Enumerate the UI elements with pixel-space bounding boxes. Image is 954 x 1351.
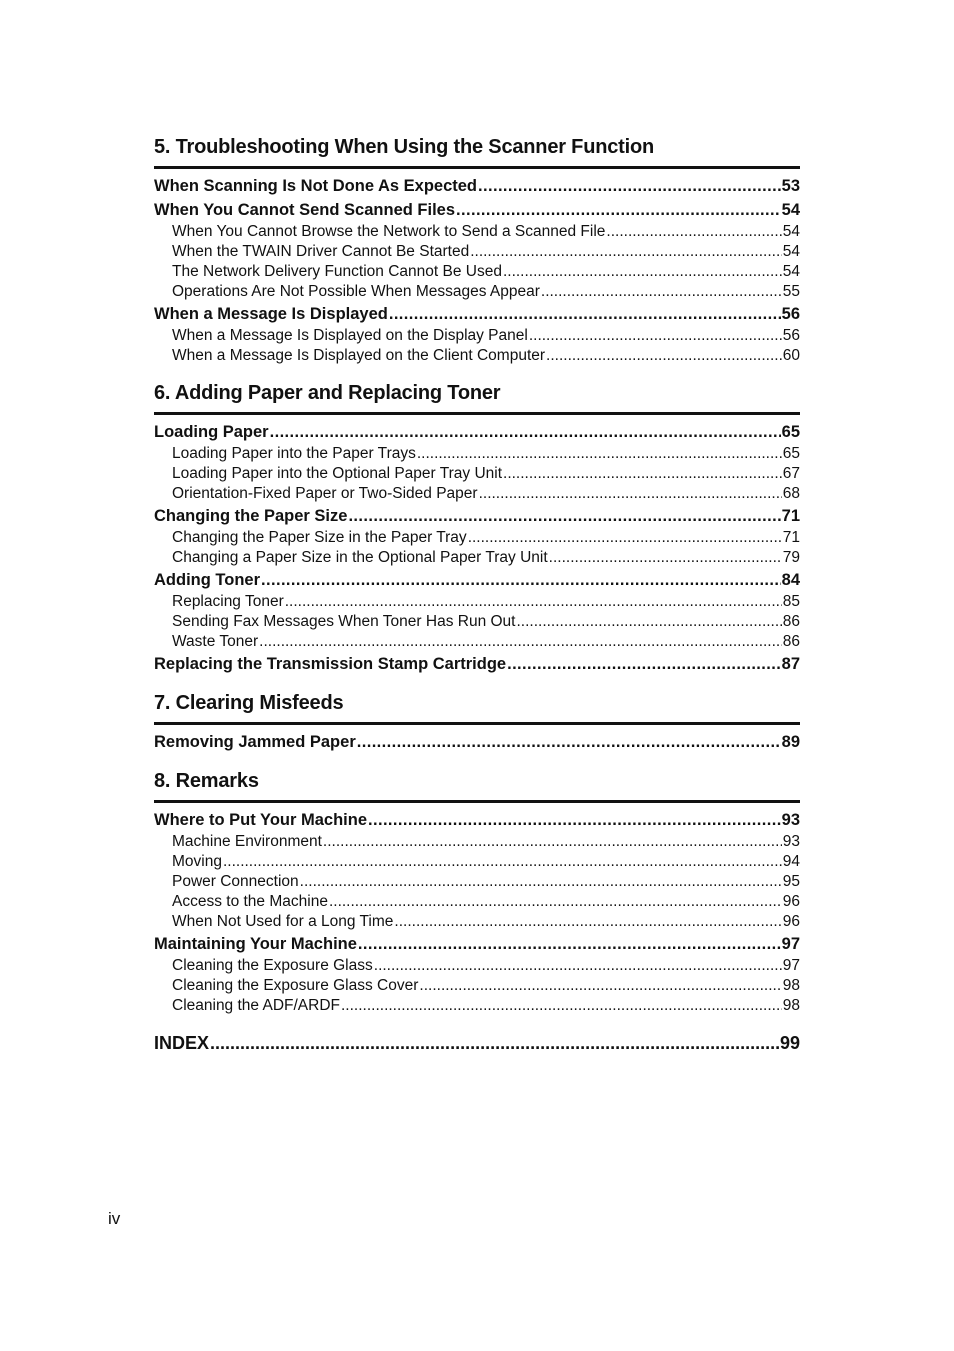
leader-dots [546,346,782,366]
leader-dots [606,222,781,242]
toc-entry-page: 65 [782,445,800,462]
leader-dots [341,996,782,1016]
toc-entry-page: 85 [782,593,800,610]
leader-dots [210,1030,779,1056]
section-gap [154,366,800,380]
toc-entry-main[interactable] [154,504,800,528]
toc-entry-main[interactable] [154,932,800,956]
toc-entry-page: 98 [782,997,800,1014]
leader-dots [270,420,781,444]
toc-entry-label: Cleaning the Exposure Glass [172,957,373,974]
toc-entry-sub[interactable] [154,976,800,996]
leader-dots [329,892,782,912]
toc-entry-page: 97 [782,957,800,974]
toc-entry-label: Moving [172,853,222,870]
toc-entry-page: 65 [781,423,800,441]
toc-entry-page: 97 [781,935,800,953]
toc-entry-page: 99 [779,1033,800,1053]
leader-dots [503,464,782,484]
leader-dots [368,808,781,832]
toc-entry-page: 96 [782,913,800,930]
toc-entry-page: 71 [781,507,800,525]
toc-entry-label: Machine Environment [172,833,322,850]
toc-entry-sub[interactable] [154,464,800,484]
toc-entry-sub[interactable] [154,326,800,346]
toc-entry-label: Orientation-Fixed Paper or Two-Sided Paper [172,485,478,502]
toc-entry-label: Loading Paper into the Optional Paper Tray Unit [172,465,503,482]
toc-entry-sub[interactable] [154,282,800,302]
toc-entry-label: Waste Toner [172,633,259,650]
toc-entry-sub[interactable] [154,444,800,464]
leader-dots [358,932,781,956]
leader-dots [470,242,782,262]
toc-entry-label: Changing the Paper Size in the Paper Tray [172,529,467,546]
toc-entry-label: Removing Jammed Paper [154,733,356,751]
leader-dots [468,528,782,548]
toc-section-7 [154,690,800,754]
toc-entry-label: Replacing the Transmission Stamp Cartridge [154,655,507,673]
section-entries [154,415,800,676]
toc-entry-label: The Network Delivery Function Cannot Be Used [172,263,502,280]
toc-entry-label: INDEX [154,1033,210,1053]
toc-entry-page: 86 [782,613,800,630]
toc-entry-sub[interactable] [154,832,800,852]
toc-entry-page: 60 [782,347,800,364]
leader-dots [549,548,782,568]
toc-entry-page: 54 [782,223,800,240]
toc-entry-label: When Not Used for a Long Time [172,913,394,930]
toc-entry-sub[interactable] [154,548,800,568]
leader-dots [323,832,782,852]
toc-entry-page: 95 [782,873,800,890]
toc-entry-label: Loading Paper into the Paper Trays [172,445,416,462]
leader-dots [456,198,781,222]
toc-entry-sub[interactable] [154,892,800,912]
toc-entry-sub[interactable] [154,872,800,892]
toc-section-6 [154,380,800,676]
toc-entry-label: When You Cannot Browse the Network to Send a Scanned File [172,223,606,240]
section-title: 5. Troubleshooting When Using the Scanner Function [154,134,800,169]
toc-entry-label: Cleaning the Exposure Glass Cover [172,977,419,994]
toc-entry-label: When the TWAIN Driver Cannot Be Started [172,243,470,260]
leader-dots [516,612,781,632]
toc-entry-label: Adding Toner [154,571,261,589]
toc-entry-index[interactable] [154,1030,800,1056]
toc-entry-label: Operations Are Not Possible When Messages Appear [172,283,540,300]
leader-dots [300,872,782,892]
toc-entry-sub[interactable] [154,346,800,366]
leader-dots [507,652,781,676]
section-entries [154,725,800,754]
leader-dots [419,976,781,996]
toc-entry-label: When a Message Is Displayed on the Client Computer [172,347,546,364]
toc-entry-sub[interactable] [154,632,800,652]
toc-entry-label: Access to the Machine [172,893,328,910]
toc-entry-main[interactable] [154,420,800,444]
toc-entry-label: Power Connection [172,873,299,890]
leader-dots [374,956,782,976]
toc-entry-page: 93 [782,833,800,850]
toc-entry-page: 98 [782,977,800,994]
leader-dots [478,174,781,198]
toc-entry-sub[interactable] [154,484,800,504]
toc-entry-main[interactable] [154,302,800,326]
toc-entry-main[interactable] [154,730,800,754]
toc-entry-page: 53 [781,177,800,195]
section-title: 8. Remarks [154,768,800,803]
toc-entry-page: 86 [782,633,800,650]
leader-dots [389,302,781,326]
toc-entry-label: Loading Paper [154,423,269,441]
toc-entry-sub[interactable] [154,242,800,262]
page-number: iv [108,1209,121,1228]
leader-dots [357,730,781,754]
leader-dots [417,444,782,464]
toc-entry-main[interactable] [154,568,800,592]
toc-entry-sub[interactable] [154,996,800,1016]
toc-entry-sub[interactable] [154,222,800,242]
toc-entry-main[interactable] [154,198,800,222]
toc-entry-sub[interactable] [154,262,800,282]
toc-entry-page: 56 [781,305,800,323]
toc-entry-sub[interactable] [154,912,800,932]
table-of-contents [154,134,800,1056]
toc-entry-page: 94 [782,853,800,870]
leader-dots [503,262,782,282]
toc-entry-label: Where to Put Your Machine [154,811,367,829]
toc-entry-page: 93 [781,811,800,829]
leader-dots [259,632,782,652]
toc-entry-page: 71 [782,529,800,546]
leader-dots [541,282,782,302]
toc-entry-page: 54 [782,243,800,260]
leader-dots [529,326,782,346]
toc-entry-label: Changing the Paper Size [154,507,348,525]
toc-entry-page: 54 [781,201,800,219]
toc-entry-page: 79 [782,549,800,566]
toc-entry-label: Replacing Toner [172,593,284,610]
toc-entry-page: 68 [782,485,800,502]
toc-entry-label: When a Message Is Displayed [154,305,388,323]
section-title: 7. Clearing Misfeeds [154,690,800,725]
toc-entry-page: 56 [782,327,800,344]
leader-dots [285,592,782,612]
section-title: 6. Adding Paper and Replacing Toner [154,380,800,415]
toc-entry-label: Changing a Paper Size in the Optional Paper Tray Unit [172,549,548,566]
toc-entry-page: 89 [781,733,800,751]
section-entries [154,803,800,1016]
toc-entry-sub[interactable] [154,592,800,612]
toc-entry-page: 67 [782,465,800,482]
section-gap [154,754,800,768]
toc-section-5 [154,134,800,366]
toc-entry-label: When You Cannot Send Scanned Files [154,201,456,219]
toc-entry-label: Sending Fax Messages When Toner Has Run Out [172,613,516,630]
toc-entry-sub[interactable] [154,956,800,976]
toc-entry-main[interactable] [154,652,800,676]
leader-dots [223,852,782,872]
leader-dots [394,912,781,932]
leader-dots [479,484,782,504]
toc-entry-label: When Scanning Is Not Done As Expected [154,177,478,195]
toc-entry-label: Cleaning the ADF/ARDF [172,997,340,1014]
section-entries [154,169,800,366]
toc-entry-main[interactable] [154,808,800,832]
section-gap [154,676,800,690]
toc-section-8 [154,768,800,1016]
leader-dots [348,504,780,528]
toc-entry-page: 55 [782,283,800,300]
toc-entry-sub[interactable] [154,852,800,872]
toc-entry-main[interactable] [154,174,800,198]
toc-entry-sub[interactable] [154,612,800,632]
toc-entry-page: 54 [782,263,800,280]
toc-entry-label: When a Message Is Displayed on the Display Panel [172,327,528,344]
toc-entry-sub[interactable] [154,528,800,548]
toc-entry-page: 84 [781,571,800,589]
leader-dots [261,568,781,592]
toc-entry-page: 87 [781,655,800,673]
toc-entry-page: 96 [782,893,800,910]
toc-entry-label: Maintaining Your Machine [154,935,357,953]
